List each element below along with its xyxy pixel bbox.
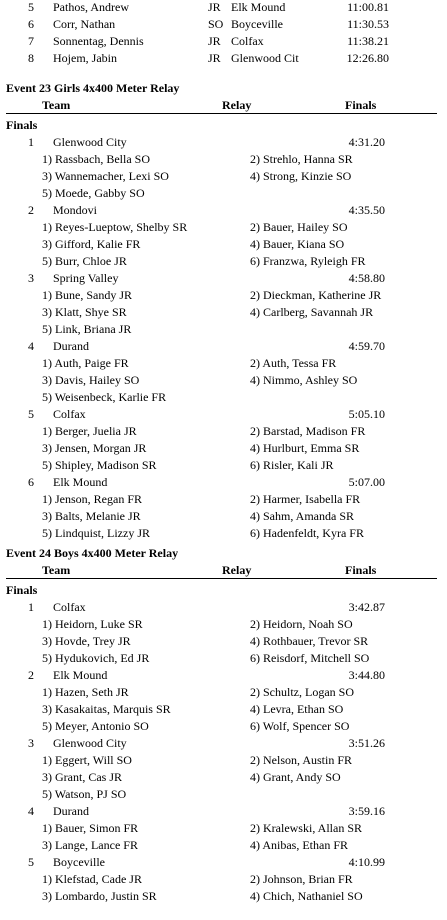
relay-runner: 6) Reisdorf, Mitchell SO [250, 651, 370, 665]
athlete-year: SO [208, 17, 224, 31]
relay-team-name: Glenwood City [53, 736, 127, 750]
place: 1 [28, 135, 34, 149]
athlete-team: Elk Mound [231, 0, 286, 14]
relay-runners-row [0, 441, 447, 456]
col-relay-header: Relay [222, 563, 252, 577]
athlete-name: Sonnentag, Dennis [53, 34, 144, 48]
relay-team-row [0, 804, 447, 819]
relay-runner: 3) Wannemacher, Lexi SO [42, 169, 169, 183]
relay-runner: 5) Meyer, Antonio SO [42, 719, 149, 733]
relay-runner: 2) Heidorn, Noah SO [250, 617, 353, 631]
relay-runners-row [0, 719, 447, 734]
relay-runner: 2) Kralewski, Allan SR [250, 821, 362, 835]
athlete-name: Pathos, Andrew [53, 0, 129, 14]
individual-result-row [0, 34, 447, 49]
place: 5 [28, 407, 34, 421]
place: 2 [28, 203, 34, 217]
place: 4 [28, 804, 34, 818]
section-label [0, 118, 447, 133]
relay-runner: 6) Risler, Kali JR [250, 458, 334, 472]
relay-runners-row [0, 753, 447, 768]
relay-runner: 3) Jensen, Morgan JR [42, 441, 147, 455]
relay-runners-row [0, 305, 447, 320]
relay-runner: 3) Lombardo, Justin SR [42, 889, 157, 903]
relay-runners-row [0, 838, 447, 853]
relay-time: 5:07.00 [348, 475, 385, 489]
relay-runners-row [0, 702, 447, 717]
relay-runner: 1) Auth, Paige FR [42, 356, 129, 370]
relay-runner: 2) Harmer, Isabella FR [250, 492, 361, 506]
relay-time: 4:10.99 [348, 855, 385, 869]
header-underline [6, 578, 437, 579]
place: 5 [28, 0, 34, 14]
relay-runner: 5) Watson, PJ SO [42, 787, 127, 801]
athlete-team: Glenwood Cit [231, 51, 299, 65]
column-headers [0, 98, 447, 113]
relay-runner: 3) Davis, Hailey SO [42, 373, 140, 387]
section-label [0, 583, 447, 598]
relay-runners-row [0, 169, 447, 184]
relay-time: 3:42.87 [348, 600, 385, 614]
relay-runner: 3) Grant, Cas JR [42, 770, 122, 784]
relay-team-name: Boyceville [53, 855, 105, 869]
col-team-header: Team [42, 98, 71, 112]
relay-time: 3:51.26 [348, 736, 385, 750]
col-relay-header: Relay [222, 98, 252, 112]
relay-runners-row [0, 770, 447, 785]
relay-runner: 2) Barstad, Madison FR [250, 424, 366, 438]
relay-runners-row [0, 889, 447, 904]
section-label-text: Finals [6, 583, 38, 597]
relay-runners-row [0, 458, 447, 473]
relay-team-row [0, 855, 447, 870]
relay-runner: 3) Kasakaitas, Marquis SR [42, 702, 171, 716]
relay-runner: 6) Franzwa, Ryleigh FR [250, 254, 366, 268]
relay-time: 4:58.80 [348, 271, 385, 285]
event-title [0, 81, 447, 96]
relay-team-row [0, 668, 447, 683]
relay-runner: 4) Rothbauer, Trevor SR [250, 634, 369, 648]
individual-result-row [0, 17, 447, 32]
relay-runner: 2) Bauer, Hailey SO [250, 220, 348, 234]
relay-team-row [0, 135, 447, 150]
relay-runner: 5) Weisenbeck, Karlie FR [42, 390, 167, 404]
relay-runners-row [0, 424, 447, 439]
relay-time: 3:59.16 [348, 804, 385, 818]
relay-runners-row [0, 492, 447, 507]
relay-runner: 6) Wolf, Spencer SO [250, 719, 350, 733]
relay-runner: 4) Nimmo, Ashley SO [250, 373, 358, 387]
place: 3 [28, 271, 34, 285]
relay-runners-row [0, 322, 447, 337]
relay-runner: 4) Bauer, Kiana SO [250, 237, 345, 251]
relay-runner: 1) Reyes-Lueptow, Shelby SR [42, 220, 188, 234]
relay-time: 3:44.80 [348, 668, 385, 682]
athlete-team: Colfax [231, 34, 264, 48]
relay-runner: 4) Strong, Kinzie SO [250, 169, 352, 183]
relay-runners-row [0, 509, 447, 524]
relay-runner: 1) Bauer, Simon FR [42, 821, 139, 835]
relay-team-name: Elk Mound [53, 668, 108, 682]
relay-runner: 3) Gifford, Kalie FR [42, 237, 141, 251]
place: 1 [28, 600, 34, 614]
place: 6 [28, 17, 34, 31]
relay-runner: 1) Rassbach, Bella SO [42, 152, 150, 166]
relay-runner: 4) Grant, Andy SO [250, 770, 341, 784]
event-title [0, 546, 447, 561]
relay-runners-row [0, 821, 447, 836]
relay-team-row [0, 475, 447, 490]
place: 2 [28, 668, 34, 682]
relay-team-row [0, 407, 447, 422]
relay-runner: 6) Hadenfeldt, Kyra FR [250, 526, 364, 540]
relay-runner: 3) Hovde, Trey JR [42, 634, 131, 648]
relay-runner: 5) Shipley, Madison SR [42, 458, 157, 472]
relay-runner: 3) Klatt, Shye SR [42, 305, 127, 319]
individual-result-row [0, 51, 447, 66]
relay-runners-row [0, 254, 447, 269]
relay-runner: 4) Chich, Nathaniel SO [250, 889, 363, 903]
relay-runners-row [0, 390, 447, 405]
athlete-year: JR [208, 34, 221, 48]
relay-runner: 1) Hazen, Seth JR [42, 685, 129, 699]
relay-team-name: Mondovi [53, 203, 98, 217]
relay-runner: 3) Lange, Lance FR [42, 838, 138, 852]
relay-runners-row [0, 220, 447, 235]
result-time: 11:00.81 [347, 0, 389, 14]
place: 5 [28, 855, 34, 869]
athlete-name: Hojem, Jabin [53, 51, 117, 65]
relay-runner: 4) Hurlburt, Emma SR [250, 441, 360, 455]
relay-team-row [0, 600, 447, 615]
relay-runner: 2) Auth, Tessa FR [250, 356, 337, 370]
relay-team-name: Durand [53, 339, 89, 353]
relay-runner: 2) Schultz, Logan SO [250, 685, 354, 699]
relay-team-name: Colfax [53, 407, 86, 421]
athlete-year: JR [208, 51, 221, 65]
relay-team-name: Glenwood City [53, 135, 127, 149]
event-title-text: Event 23 Girls 4x400 Meter Relay [6, 81, 180, 95]
relay-runners-row [0, 651, 447, 666]
relay-runner: 5) Hydukovich, Ed JR [42, 651, 150, 665]
relay-team-row [0, 203, 447, 218]
result-time: 11:38.21 [347, 34, 389, 48]
relay-runner: 2) Dieckman, Katherine JR [250, 288, 382, 302]
relay-team-name: Durand [53, 804, 89, 818]
place: 7 [28, 34, 34, 48]
relay-runner: 4) Anibas, Ethan FR [250, 838, 348, 852]
athlete-name: Corr, Nathan [53, 17, 116, 31]
relay-runner: 2) Johnson, Brian FR [250, 872, 353, 886]
col-team-header: Team [42, 563, 71, 577]
relay-runner: 1) Bune, Sandy JR [42, 288, 132, 302]
event-title-text: Event 24 Boys 4x400 Meter Relay [6, 546, 179, 560]
relay-runners-row [0, 872, 447, 887]
athlete-team: Boyceville [231, 17, 283, 31]
relay-runner: 2) Nelson, Austin FR [250, 753, 353, 767]
relay-runners-row [0, 526, 447, 541]
relay-time: 4:35.50 [348, 203, 385, 217]
relay-runner: 5) Link, Briana JR [42, 322, 132, 336]
relay-runner: 1) Jenson, Regan FR [42, 492, 142, 506]
section-label-text: Finals [6, 118, 38, 132]
relay-time: 4:59.70 [348, 339, 385, 353]
relay-runners-row [0, 685, 447, 700]
place: 8 [28, 51, 34, 65]
relay-time: 5:05.10 [348, 407, 385, 421]
relay-runner: 1) Klefstad, Cade JR [42, 872, 142, 886]
relay-runners-row [0, 288, 447, 303]
result-time: 12:26.80 [346, 51, 389, 65]
relay-runners-row [0, 186, 447, 201]
relay-team-row [0, 736, 447, 751]
relay-team-name: Elk Mound [53, 475, 108, 489]
relay-runner: 4) Sahm, Amanda SR [250, 509, 354, 523]
relay-team-name: Colfax [53, 600, 86, 614]
column-headers [0, 563, 447, 578]
header-underline [6, 113, 437, 114]
relay-runner: 1) Berger, Juelia JR [42, 424, 137, 438]
relay-runner: 1) Eggert, Will SO [42, 753, 132, 767]
relay-runners-row [0, 152, 447, 167]
relay-runner: 2) Strehlo, Hanna SR [250, 152, 353, 166]
relay-runner: 1) Heidorn, Luke SR [42, 617, 143, 631]
result-time: 11:30.53 [347, 17, 389, 31]
relay-team-name: Spring Valley [53, 271, 119, 285]
relay-runners-row [0, 373, 447, 388]
relay-runners-row [0, 356, 447, 371]
col-finals-header: Finals [345, 563, 377, 577]
relay-time: 4:31.20 [348, 135, 385, 149]
place: 3 [28, 736, 34, 750]
relay-runner: 5) Lindquist, Lizzy JR [42, 526, 150, 540]
place: 6 [28, 475, 34, 489]
relay-team-row [0, 271, 447, 286]
relay-runner: 3) Balts, Melanie JR [42, 509, 141, 523]
relay-team-row [0, 339, 447, 354]
relay-runner: 4) Levra, Ethan SO [250, 702, 344, 716]
relay-runner: 5) Burr, Chloe JR [42, 254, 127, 268]
relay-runners-row [0, 617, 447, 632]
relay-runner: 5) Moede, Gabby SO [42, 186, 145, 200]
place: 4 [28, 339, 34, 353]
relay-runners-row [0, 237, 447, 252]
col-finals-header: Finals [345, 98, 377, 112]
relay-runners-row [0, 634, 447, 649]
individual-result-row [0, 0, 447, 15]
relay-runners-row [0, 787, 447, 802]
relay-runner: 4) Carlberg, Savannah JR [250, 305, 374, 319]
athlete-year: JR [208, 0, 221, 14]
